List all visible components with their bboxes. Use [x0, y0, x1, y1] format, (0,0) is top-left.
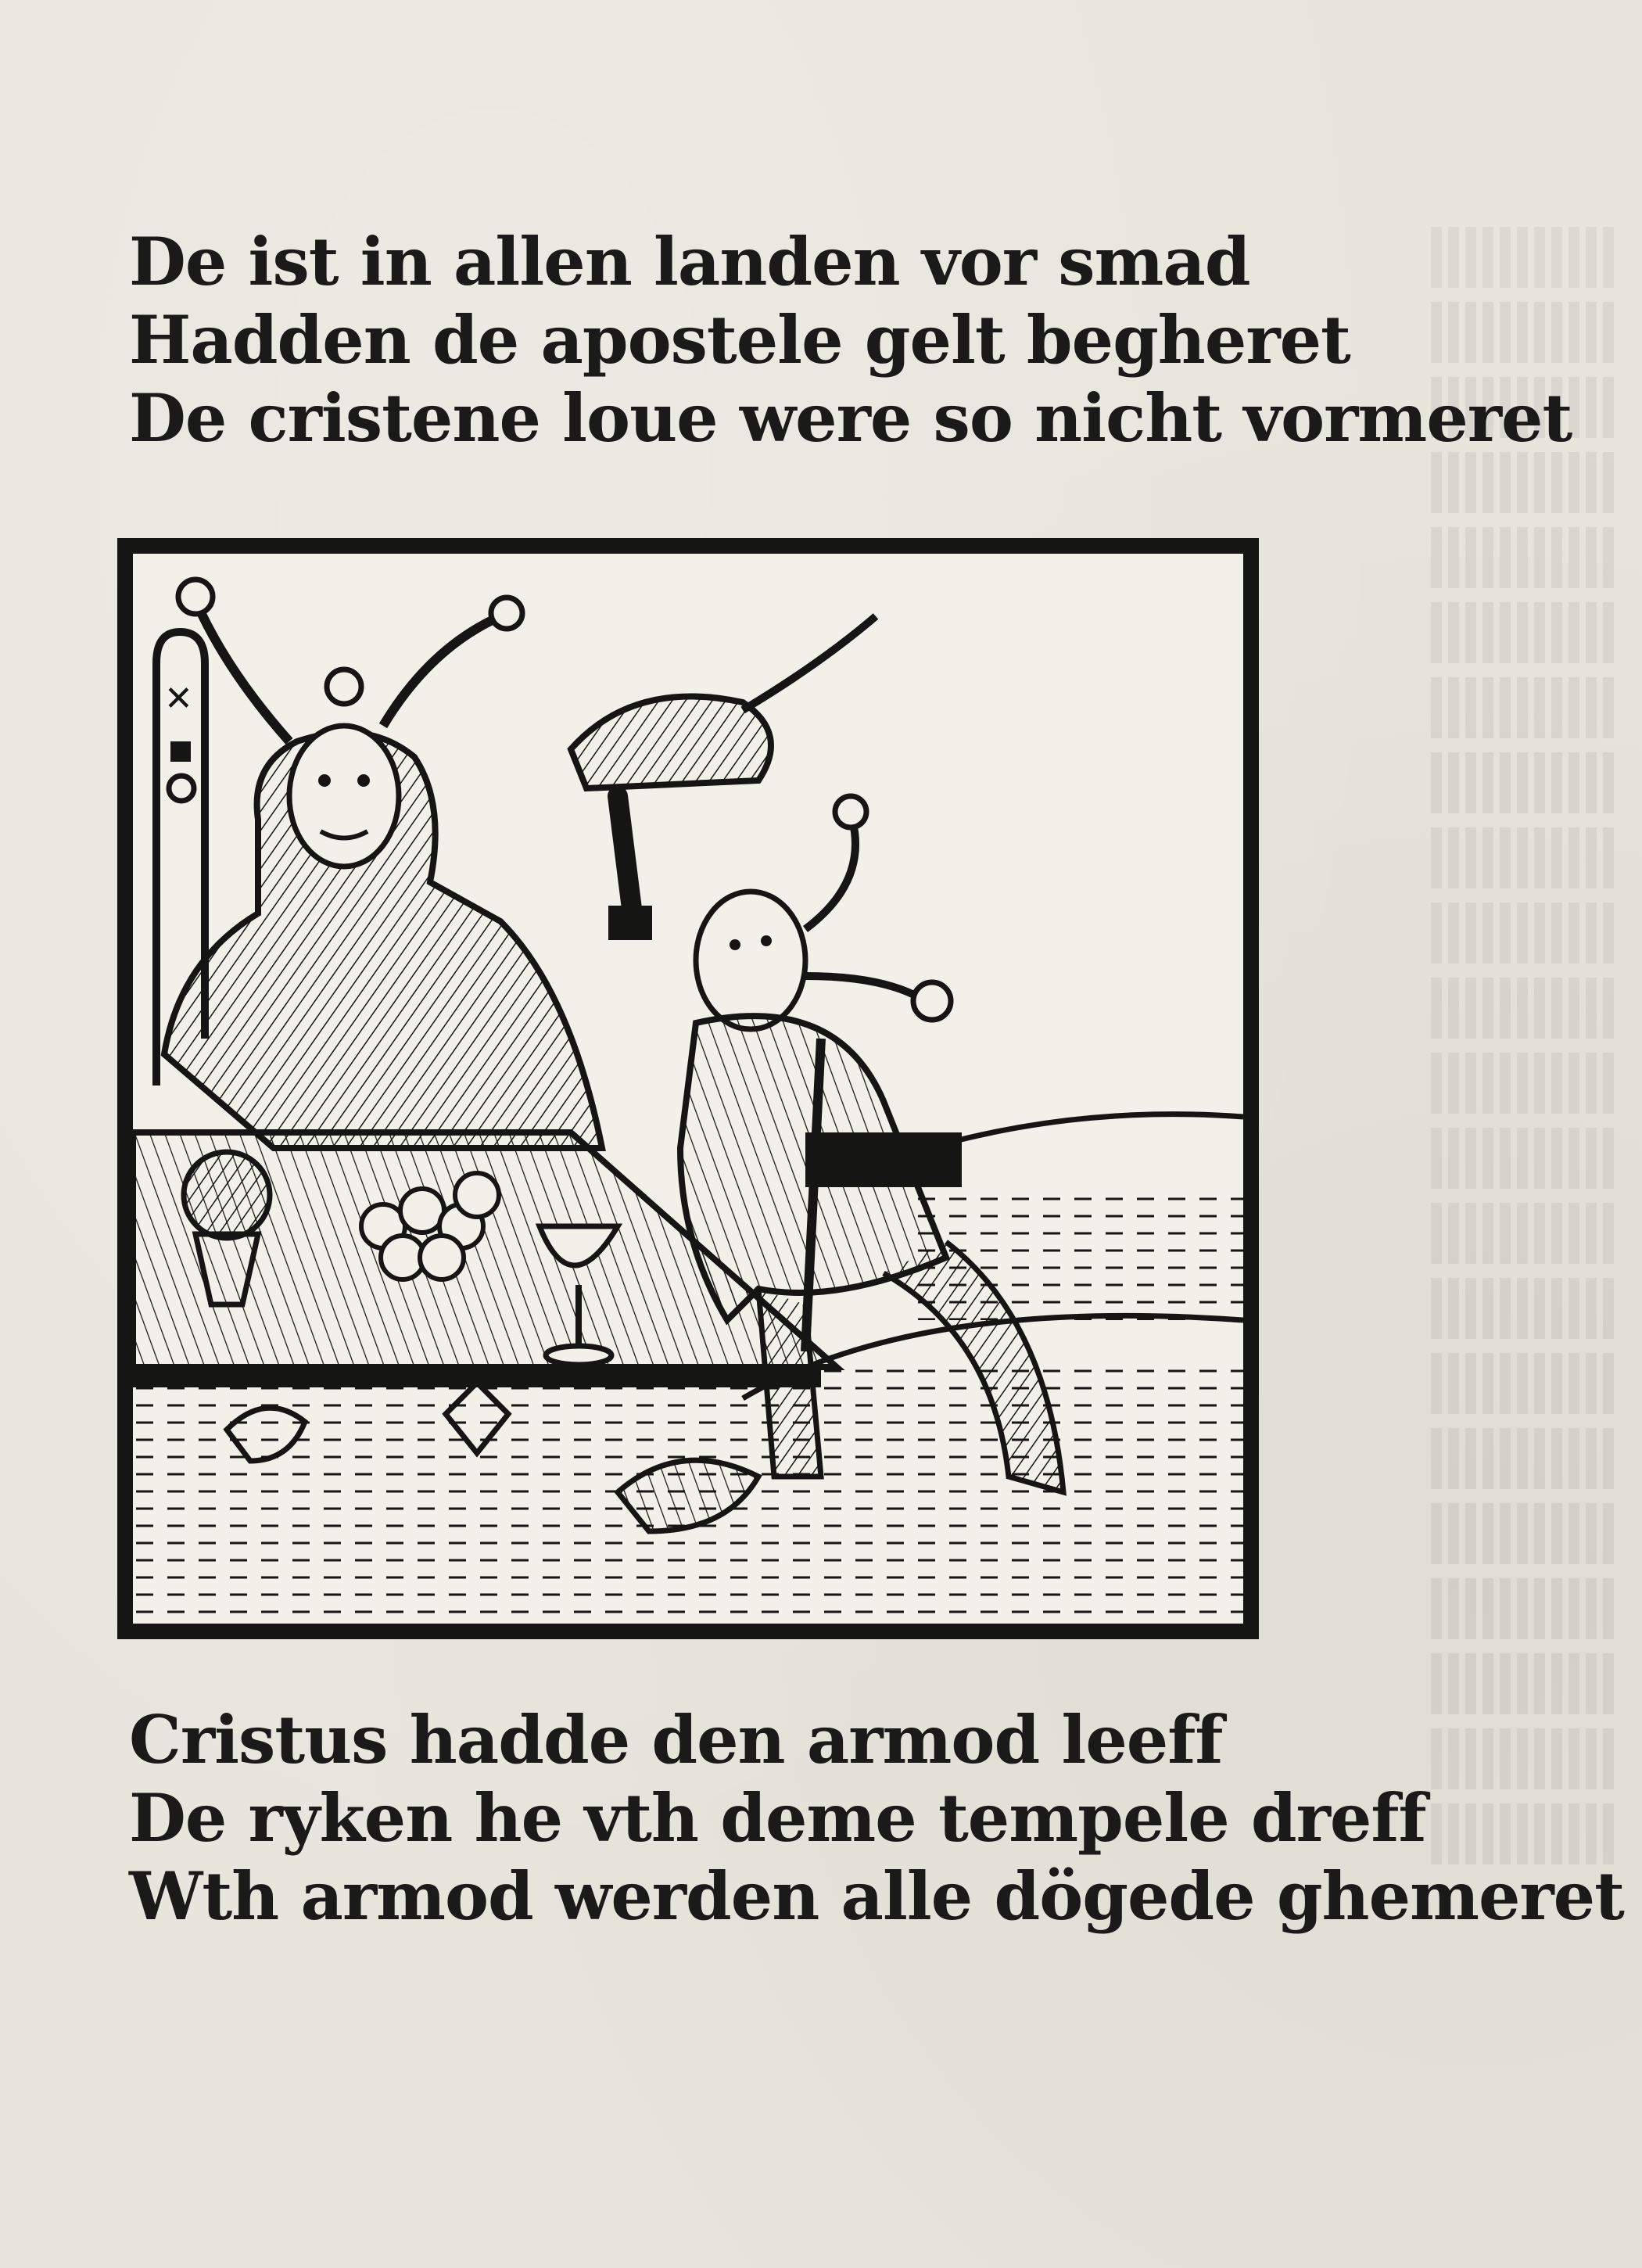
verse-line: De cristene loue were so nicht vormeret — [129, 379, 1572, 457]
verse-line: De ist in allen landen vor smad — [129, 223, 1250, 300]
verse-line: De ryken he vth deme tempele dreff — [129, 1779, 1426, 1857]
show-through-text — [1431, 227, 1619, 1947]
woodcut-illustration — [117, 538, 1259, 1639]
verse-line: Wth armod werden alle dögede ghemeret — [129, 1857, 1624, 1935]
woodcut-fools-icon — [133, 554, 1243, 1624]
verse-bottom — [129, 1701, 1624, 1936]
verse-top — [129, 223, 1572, 458]
verse-line: Hadden de apostele gelt begheret — [129, 301, 1350, 379]
svg-text:✕: ✕ — [164, 679, 193, 719]
verse-line: Cristus hadde den armod leeff — [129, 1701, 1223, 1778]
